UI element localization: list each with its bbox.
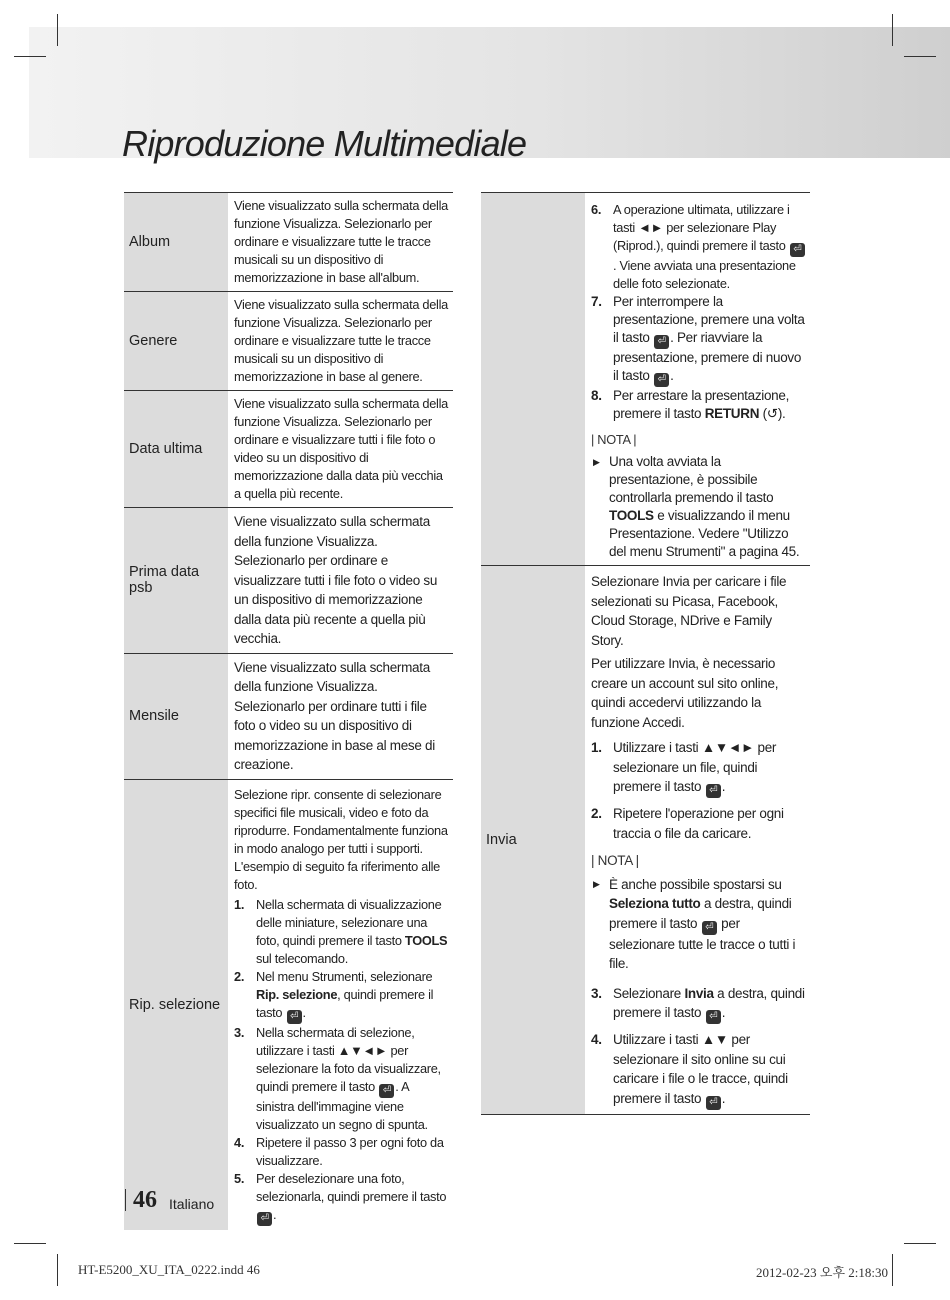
row-label: Data ultima [124, 391, 228, 508]
invia-steps [591, 984, 806, 1110]
triangle-bullet-icon: ▶ [593, 457, 600, 467]
page-title: Riproduzione Multimediale [122, 123, 527, 164]
list-item: 3. Selezionare Invia a destra, quindi premere il tasto ⏎ . [591, 985, 805, 1022]
crop-mark [14, 56, 46, 57]
row-label: Invia [481, 566, 585, 1115]
triangle-bullet-icon: ▶ [593, 878, 600, 889]
table-row [481, 193, 810, 566]
nota-item: ▶ È anche possibile spostarsi su Seleziona tutto a destra, quindi premere il tasto ⏎ per selezionare tutte le tracce o tutti i file. [593, 876, 796, 971]
table-row [124, 193, 453, 292]
nota-item: ▶ Una volta avviata la presentazione, è possibile controllarla premendo il tasto TOOLS e visualizzando il menu Presentazione. Vedere "Utilizzo del menu Strumenti" a pagina 45. [593, 454, 800, 559]
row-description: Viene visualizzato sulla schermata della funzione Visualizza. Selezionarlo per ordinare e visualizzare tutti i file foto o video su un dispositivo di memorizzazione dalla data più vecchia a quella più recente. [228, 391, 453, 508]
row-description [585, 566, 810, 1115]
invia-paragraph: Selezionare Invia per caricare i file selezionati su Picasa, Facebook, Cloud Storage, NDrive e Family Story. [591, 574, 787, 648]
row-description [228, 779, 453, 1230]
table-row [124, 391, 453, 508]
left-options-table [124, 192, 453, 1230]
enter-key-icon: ⏎ [702, 921, 717, 935]
page-number: 46 [133, 1187, 157, 1213]
crop-mark [904, 1243, 936, 1244]
rip-selezione-intro: Selezione ripr. consente di selezionare specifici file musicali, video e foto da riprodurre. Fondamentalmente funziona in modo analogo per tutti i supporti. L'esempio di seguito fa riferimento alle foto. [234, 786, 448, 892]
crop-mark [892, 1254, 893, 1286]
row-description [585, 193, 810, 566]
table-row [124, 508, 453, 654]
row-label: Album [124, 193, 228, 292]
enter-key-icon: ⏎ [654, 373, 669, 387]
enter-key-icon: ⏎ [790, 243, 805, 257]
row-label: Mensile [124, 653, 228, 779]
row-description: Viene visualizzato sulla schermata della funzione Visualizza. Selezionarlo per ordinare e visualizzare tutti i file foto o video su un dispositivo di memorizzazione dalla data più recente a quella più vecchia. [228, 508, 453, 654]
enter-key-icon: ⏎ [706, 784, 721, 798]
enter-key-icon: ⏎ [287, 1010, 302, 1024]
page-language: Italiano [169, 1196, 215, 1212]
crop-mark [892, 14, 893, 46]
invia-steps [591, 738, 806, 843]
list-item: 2. Ripetere l'operazione per ogni traccia o file da caricare. [591, 806, 784, 841]
enter-key-icon: ⏎ [706, 1010, 721, 1024]
invia-paragraph: Per utilizzare Invia, è necessario creare un account sul sito online, quindi accedervi utilizzando la funzione Accedi. [591, 656, 779, 730]
list-item: 7. Per interrompere la presentazione, premere una volta il tasto ⏎ . Per riavviare la presentazione, premere di nuovo il tasto ⏎ . [591, 294, 805, 385]
list-item: 5. Per deselezionare una foto, selezionarla, quindi premere il tasto ⏎ . [234, 1170, 447, 1224]
print-file-name: HT-E5200_XU_ITA_0222.indd 46 [78, 1262, 260, 1277]
enter-key-icon: ⏎ [654, 335, 669, 349]
list-item: 1. Utilizzare i tasti ▲▼◄► per selezionare un file, quindi premere il tasto ⏎ . [591, 740, 777, 796]
table-row [124, 779, 453, 1230]
table-row [124, 292, 453, 391]
crop-mark [904, 56, 936, 57]
row-description: Viene visualizzato sulla schermata della funzione Visualizza. Selezionarlo per ordinare e visualizzare tutte le tracce musicali su un dispositivo di memorizzazione in base al genere. [228, 292, 453, 391]
list-item: 1. Nella schermata di visualizzazione delle miniature, selezionare una foto, quindi premere il tasto TOOLS sul telecomando. [234, 896, 448, 966]
row-label: Genere [124, 292, 228, 391]
row-description: Viene visualizzato sulla schermata della funzione Visualizza. Selezionarlo per ordinare tutti i file foto o video su un dispositivo di memorizzazione in base al mese di creazione. [228, 653, 453, 779]
print-timestamp: 2012-02-23 오후 2:18:30 [756, 1265, 888, 1280]
right-options-table [481, 192, 810, 1115]
enter-key-icon: ⏎ [257, 1212, 272, 1226]
list-item: 4. Ripetere il passo 3 per ogni foto da visualizzare. [234, 1134, 444, 1168]
list-item: 3. Nella schermata di selezione, utilizzare i tasti ▲▼◄► per selezionare la foto da visualizzare, quindi premere il tasto ⏎ . A sinistra dell'immagine viene visualizzato un segno di spunta. [234, 1024, 441, 1132]
row-label: Rip. selezione [124, 779, 228, 1230]
crop-mark [57, 14, 58, 46]
table-row [481, 566, 810, 1115]
crop-mark [57, 1254, 58, 1286]
rip-selezione-steps [234, 896, 449, 1226]
row-label: Prima data psb [124, 508, 228, 654]
list-item: 6. A operazione ultimata, utilizzare i tasti ◄► per selezionare Play (Riprod.), quindi premere il tasto ⏎. Viene avviata una presentazione delle foto selezionate. [591, 201, 806, 293]
list-item: 4. Utilizzare i tasti ▲▼ per selezionare il sito online su cui caricare i file o le tracce, quindi premere il tasto ⏎ . [591, 1032, 788, 1108]
nota-label: | NOTA | [591, 853, 639, 868]
row-description: Viene visualizzato sulla schermata della funzione Visualizza. Selezionarlo per ordinare e visualizzare tutte le tracce musicali su un dispositivo di memorizzazione in base all'album. [228, 193, 453, 292]
list-item: 2. Nel menu Strumenti, selezionare Rip. selezione, quindi premere il tasto ⏎ . [234, 968, 434, 1022]
row-label-empty [481, 193, 585, 566]
list-item: 8. Per arrestare la presentazione, premere il tasto RETURN (↺). [591, 388, 790, 421]
page-number-divider [125, 1189, 126, 1211]
nota-label: | NOTA | [591, 432, 637, 447]
enter-key-icon: ⏎ [379, 1084, 394, 1098]
table-row [124, 653, 453, 779]
presentation-steps [591, 201, 806, 423]
crop-mark [14, 1243, 46, 1244]
enter-key-icon: ⏎ [706, 1096, 721, 1110]
